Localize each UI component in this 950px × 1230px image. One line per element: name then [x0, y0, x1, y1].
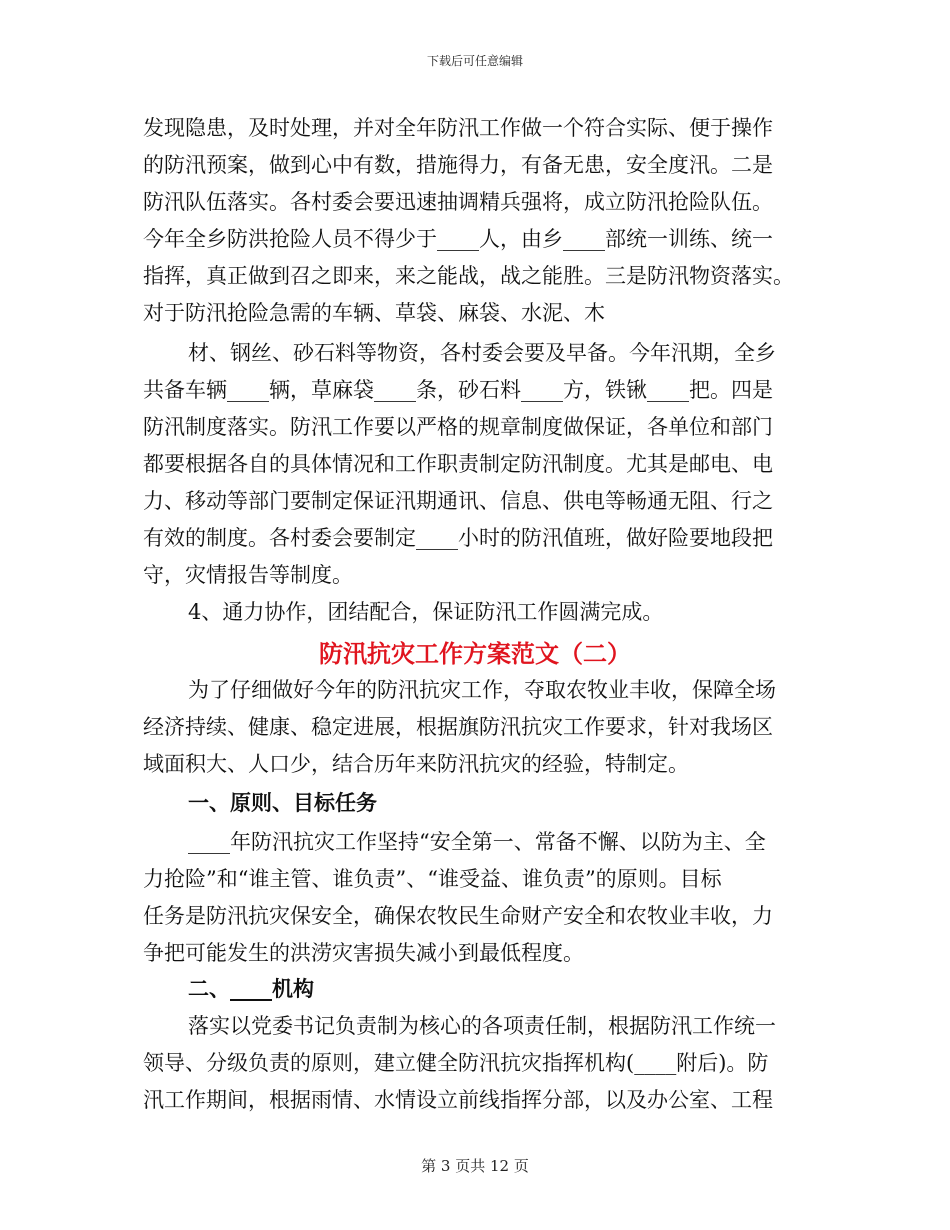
page-header: 下载后可任意编辑 [426, 54, 523, 68]
section-heading: 二、____机构 [188, 976, 314, 1001]
body-line: 力、移动等部门要制定保证汛期通讯、信息、供电等畅通无阻、行之 [143, 489, 773, 513]
body-line: 域面积大、人口少，结合历年来防汛抗灾的经验，特制定。 [143, 752, 689, 776]
body-line: 材、钢丝、砂石料等物资，各村委会要及早备。今年汛期，全乡 [188, 341, 776, 365]
body-line: ____年防汛抗灾工作坚持“安全第一、常备不懈、以防为主、全 [188, 830, 766, 854]
body-line: 共备车辆____辆，草麻袋____条，砂石料____方，铁锹____把。四是 [143, 378, 773, 402]
body-line: 对于防汛抢险急需的车辆、草袋、麻袋、水泥、木 [143, 301, 605, 325]
body-line: 落实以党委书记负责制为核心的各项责任制，根据防汛工作统一 [188, 1014, 776, 1038]
body-line: 力抢险”和“谁主管、谁负责”、“谁受益、谁负责”的原则。目标 [143, 867, 722, 891]
body-line: 今年全乡防洪抢险人员不得少于____人，由乡____部统一训练、统一 [143, 227, 773, 251]
body-line: 发现隐患，及时处理，并对全年防汛工作做一个符合实际、便于操作 [143, 116, 773, 140]
body-line: 的防汛预案，做到心中有数，措施得力，有备无患，安全度汛。二是 [143, 153, 773, 177]
page-footer: 第 3 页共 12 页 [421, 1157, 529, 1175]
section-heading: 一、原则、目标任务 [188, 790, 377, 815]
body-line: 任务是防汛抗灾保安全，确保农牧民生命财产安全和农牧业丰收，力 [143, 904, 773, 928]
body-line: 经济持续、健康、稳定进展，根据旗防汛抗灾工作要求，针对我场区 [143, 715, 773, 739]
body-line: 防汛队伍落实。各村委会要迅速抽调精兵强将，成立防汛抢险队伍。 [143, 190, 773, 214]
body-line: 有效的制度。各村委会要制定____小时的防汛值班，做好险要地段把 [143, 526, 773, 550]
body-line: 4、通力协作，团结配合，保证防汛工作圆满完成。 [188, 600, 664, 624]
section-title: 防汛抗灾工作方案范文（二） [319, 639, 631, 668]
body-line: 争把可能发生的洪涝灾害损失减小到最低程度。 [143, 941, 584, 965]
body-line: 领导、分级负责的原则，建立健全防汛抗灾指挥机构(____附后)。防 [143, 1051, 769, 1075]
body-line: 防汛制度落实。防汛工作要以严格的规章制度做保证，各单位和部门 [143, 415, 773, 439]
body-line: 守，灾情报告等制度。 [143, 563, 353, 587]
body-line: 都要根据各自的具体情况和工作职责制定防汛制度。尤其是邮电、电 [143, 452, 773, 476]
body-line: 指挥，真正做到召之即来，来之能战，战之能胜。三是防汛物资落实。 [143, 264, 794, 288]
body-line: 汛工作期间，根据雨情、水情设立前线指挥分部，以及办公室、工程 [143, 1088, 773, 1112]
body-line: 为了仔细做好今年的防汛抗灾工作，夺取农牧业丰收，保障全场 [188, 678, 776, 702]
